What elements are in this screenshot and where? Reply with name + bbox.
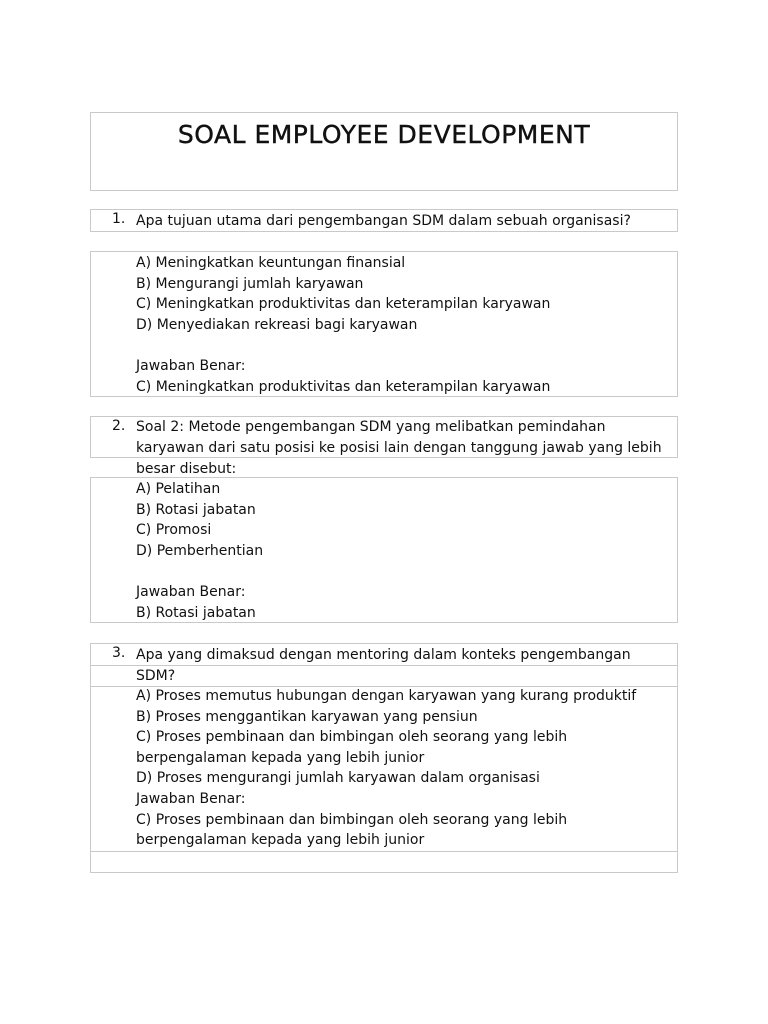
option-a: A) Pelatihan <box>136 481 221 497</box>
option-a: A) Proses memutus hubungan dengan karyawan yang kurang produktif <box>136 688 637 704</box>
question-3-text: Apa yang dimaksud dengan mentoring dalam konteks pengembangan SDM? <box>136 647 631 684</box>
option-d: D) Menyediakan rekreasi bagi karyawan <box>136 316 418 333</box>
option-c: C) Proses pembinaan dan bimbingan oleh seorang yang lebih berpengalaman kepada yang lebih junior <box>136 729 572 766</box>
question-3-number: 3. <box>112 645 126 661</box>
question-2-text: Soal 2: Metode pengembangan SDM yang melibatkan pemindahan karyawan dari satu posisi ke posisi lain dengan tanggung jawab yang lebih besar disebut: <box>136 419 662 477</box>
question-2-number: 2. <box>112 418 126 434</box>
answer-label: Jawaban Benar: <box>136 583 246 600</box>
empty-row-bottom <box>90 851 678 873</box>
option-c: C) Meningkatkan produktivitas dan keterampilan karyawan <box>136 296 551 313</box>
question-2-options <box>136 479 676 623</box>
option-c: C) Promosi <box>136 522 212 539</box>
empty-row <box>90 665 678 687</box>
option-a: A) Meningkatkan keuntungan finansial <box>136 255 406 271</box>
answer-text: B) Rotasi jabatan <box>136 604 256 621</box>
answer-text: C) Proses pembinaan dan bimbingan oleh seorang yang lebih berpengalaman kepada yang lebih junior <box>136 811 572 849</box>
answer-text: C) Meningkatkan produktivitas dan keterampilan karyawan <box>136 378 551 395</box>
option-d: D) Proses mengurangi jumlah karyawan dalam organisasi <box>136 770 540 787</box>
page-title: SOAL EMPLOYEE DEVELOPMENT <box>177 120 591 149</box>
question-1-text: Apa tujuan utama dari pengembangan SDM dalam sebuah organisasi? <box>136 213 631 229</box>
option-b: B) Mengurangi jumlah karyawan <box>136 275 364 292</box>
answer-label: Jawaban Benar: <box>136 357 246 374</box>
question-3-options <box>136 686 676 851</box>
option-b: B) Rotasi jabatan <box>136 501 256 518</box>
option-b: B) Proses menggantikan karyawan yang pensiun <box>136 708 478 725</box>
question-1-number: 1. <box>112 211 126 227</box>
answer-label: Jawaban Benar: <box>136 790 246 807</box>
question-1-options <box>136 253 676 397</box>
option-d: D) Pemberhentian <box>136 542 264 559</box>
